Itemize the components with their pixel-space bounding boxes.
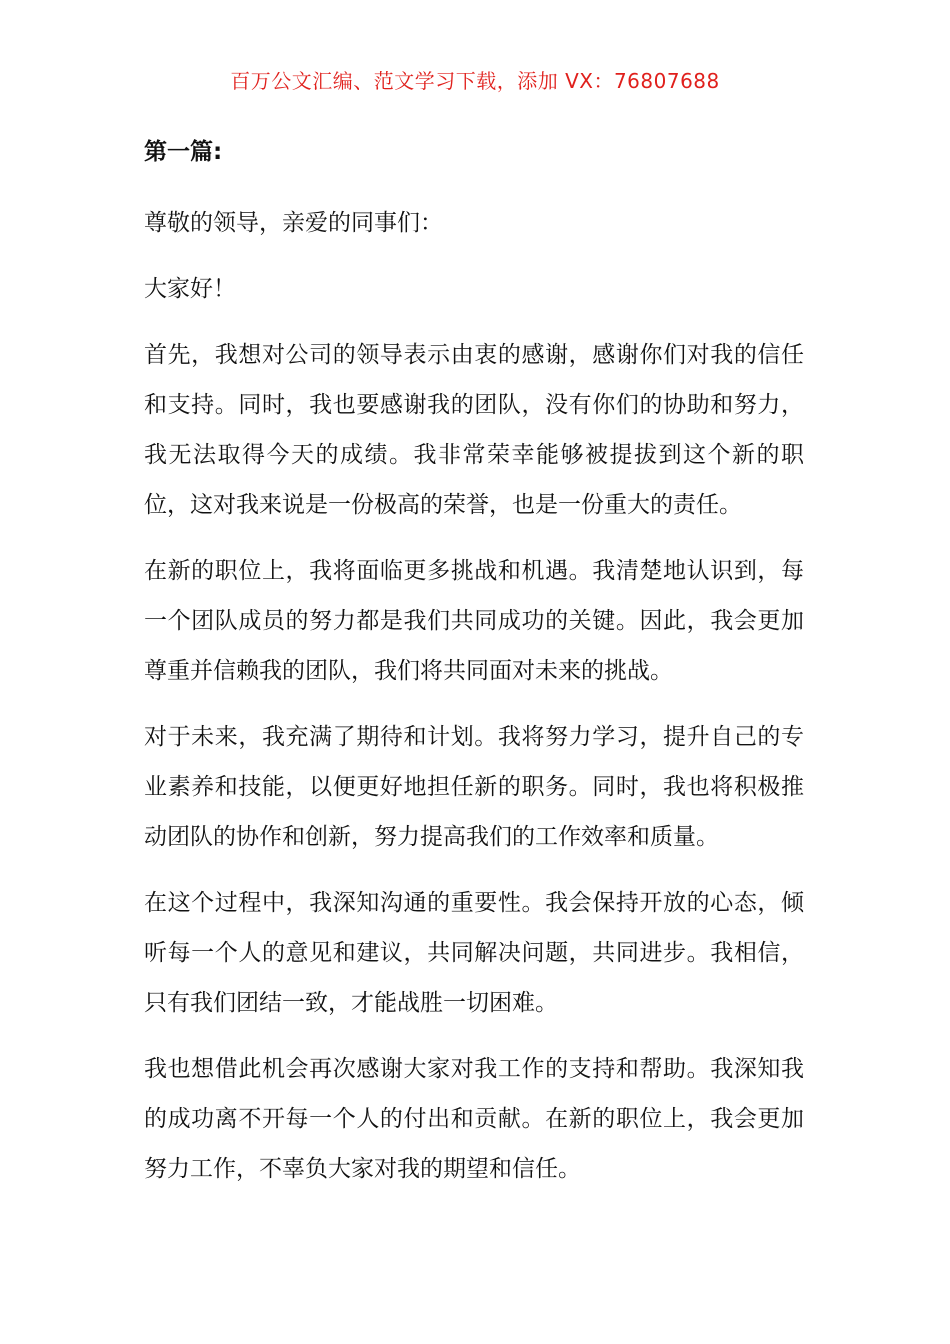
paragraph-5: 我也想借此机会再次感谢大家对我工作的支持和帮助。我深知我的成功离不开每一个人的付出和贡献。在新的职位上，我会更加努力工作，不辜负大家对我的期望和信任。 (144, 1056, 804, 1182)
paragraph-4: 在这个过程中，我深知沟通的重要性。我会保持开放的心态，倾听每一个人的意见和建议，共同解决问题，共同进步。我相信，只有我们团结一致，才能战胜一切困难。 (144, 890, 804, 1016)
salutation: 尊敬的领导，亲爱的同事们： (144, 210, 443, 236)
section-heading: 第一篇: (144, 139, 223, 165)
document-body (144, 132, 804, 1210)
greeting: 大家好！ (144, 276, 236, 302)
paragraph-1: 首先，我想对公司的领导表示由衷的感谢，感谢你们对我的信任和支持。同时，我也要感谢我的团队，没有你们的协助和努力，我无法取得今天的成绩。我非常荣幸能够被提拔到这个新的职位，这对我来说是一份极高的荣誉，也是一份重大的责任。 (144, 342, 804, 518)
paragraph-2: 在新的职位上，我将面临更多挑战和机遇。我清楚地认识到，每一个团队成员的努力都是我们共同成功的关键。因此，我会更加尊重并信赖我的团队，我们将共同面对未来的挑战。 (144, 558, 804, 684)
paragraph-3: 对于未来，我充满了期待和计划。我将努力学习，提升自己的专业素养和技能，以便更好地担任新的职务。同时，我也将积极推动团队的协作和创新，努力提高我们的工作效率和质量。 (144, 724, 804, 850)
watermark-header: 百万公文汇编、范文学习下载，添加 VX：76807688 (230, 69, 720, 93)
